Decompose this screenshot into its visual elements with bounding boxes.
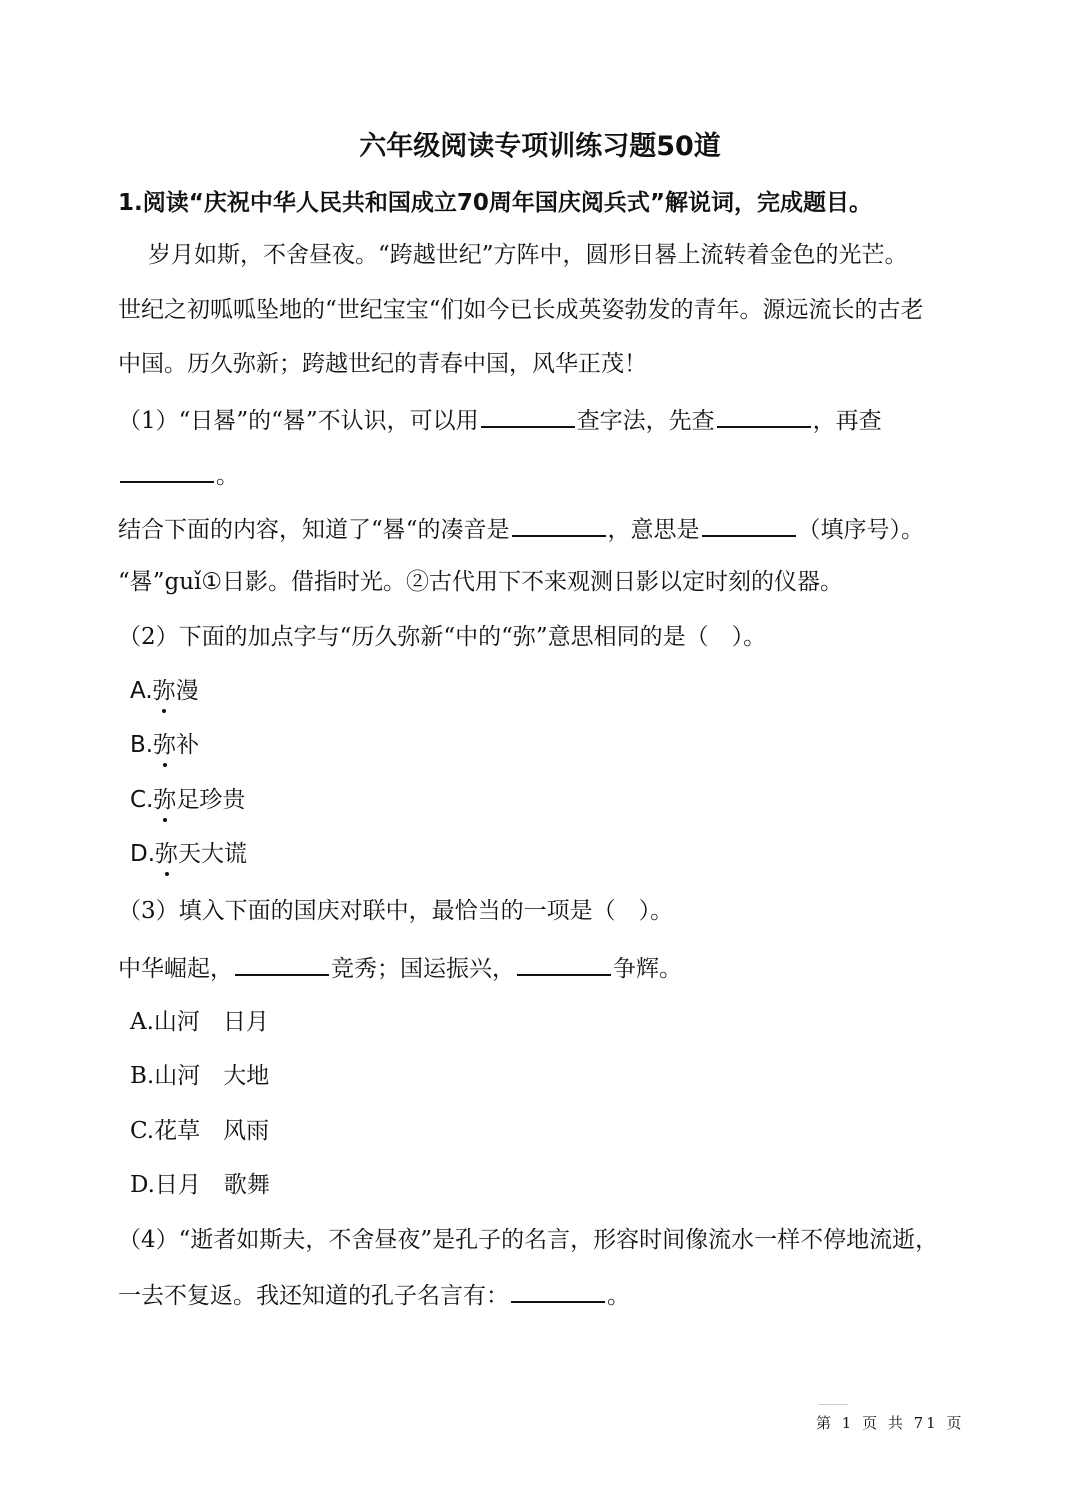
option-text: 漫 [175,678,199,704]
q4-line-2 [118,1279,630,1311]
q2-option-b[interactable] [130,730,199,760]
q2-option-d[interactable] [130,839,247,869]
option-text: 足珍贵 [176,787,246,813]
q1-line-2 [118,459,239,491]
couplet-text-2: 竞秀；国运振兴， [331,956,515,982]
option-text: 补 [176,732,200,758]
dictionary-entry: “晷”guǐ①日影。借指时光。②古代用下不来观测日影以定时刻的仪器。 [118,569,844,595]
q3-couplet [118,952,682,984]
option-text: 天大谎 [178,841,248,867]
answer-blank[interactable] [120,459,214,483]
q1-line [118,404,882,436]
couplet-text-3: 争辉。 [613,956,682,982]
dotted-character: 弥 [155,841,179,867]
q1-text-f: ，意思是 [607,517,700,543]
page-number: 第 1 页 共 71 页 [816,1414,965,1432]
answer-blank[interactable] [717,404,811,428]
q3-stem: （3）填入下面的国庆对联中，最恰当的一项是（ ）。 [118,898,674,924]
couplet-text-1: 中华崛起， [118,956,233,982]
option-label: C. [130,787,154,813]
q3-option-d[interactable]: D.日月 歌舞 [130,1172,270,1198]
q1-text-d: 。 [216,463,239,489]
dotted-character: 弥 [153,787,177,813]
q3-option-a[interactable]: A.山河 日月 [130,1009,269,1035]
passage-line-2: 世纪之初呱呱坠地的“世纪宝宝“们如今已长成英姿勃发的青年。源远流长的古老 [118,297,924,323]
q1-text-c: ，再查 [812,408,882,434]
footer-divider [818,1404,848,1405]
q1-text-b: 查字法，先查 [576,408,715,434]
dotted-character: 弥 [153,732,177,758]
q1-text-g: （填序号）。 [797,517,925,543]
page-title: 六年级阅读专项训练习题50道 [359,131,721,162]
option-label: D. [130,841,156,867]
passage-line-1: 岁月如斯，不舍昼夜。“跨越世纪”方阵中，圆形日晷上流转着金色的光芒。 [148,242,908,268]
answer-blank[interactable] [481,404,575,428]
q1-text-e: 结合下面的内容，知道了“晷“的凑音是 [118,517,510,543]
question-heading: 1.阅读“庆祝中华人民共和国成立70周年国庆阅兵式”解说词，完成题目。 [118,190,872,216]
dotted-character: 弥 [152,678,176,704]
answer-blank[interactable] [517,952,611,976]
q4-text: 一去不复返。我还知道的孔子名言有： [118,1283,509,1309]
answer-blank[interactable] [235,952,329,976]
answer-blank[interactable] [511,1279,605,1303]
q2-option-c[interactable] [130,785,245,815]
q4-line-1: （4）“逝者如斯夫，不舍昼夜”是孔子的名言，形容时间像流水一样不停地流逝， [118,1227,939,1253]
q1-text-a: （1）“日晷”的“晷”不认识，可以用 [118,408,479,434]
option-label: A. [130,678,153,704]
answer-blank[interactable] [512,513,606,537]
q3-option-c[interactable]: C.花草 风雨 [130,1118,270,1144]
q1-line-3 [118,513,924,545]
option-label: B. [130,732,154,758]
q4-end: 。 [607,1283,630,1309]
answer-blank[interactable] [702,513,796,537]
q2-option-a[interactable] [130,676,199,706]
q2-stem: （2）下面的加点字与“历久弥新“中的“弥”意思相同的是（ ）。 [118,624,767,650]
q3-option-b[interactable]: B.山河 大地 [130,1063,270,1089]
passage-line-3: 中国。历久弥新；跨越世纪的青春中国，风华正茂！ [118,351,647,377]
